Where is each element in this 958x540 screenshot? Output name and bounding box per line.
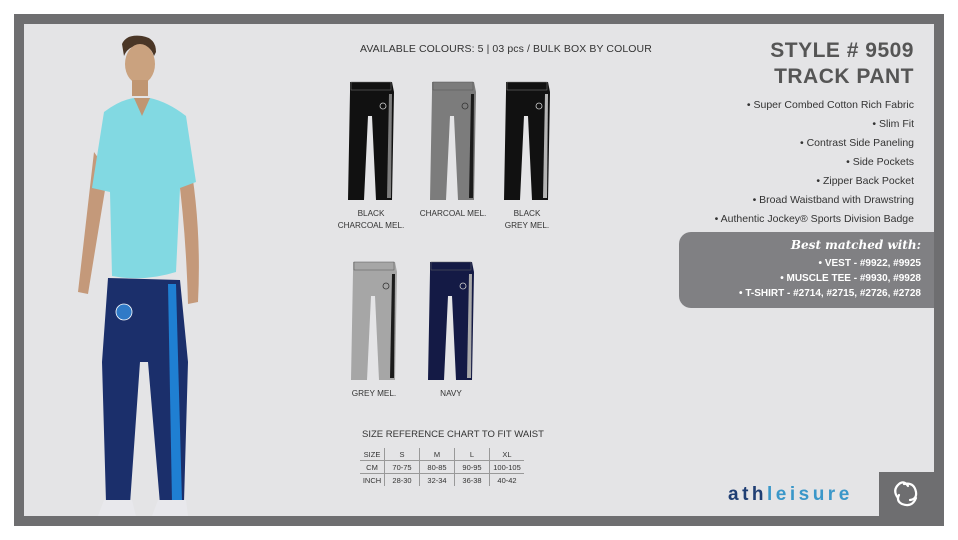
swatch-label: NAVY	[440, 389, 462, 398]
table-header-row	[360, 448, 524, 461]
pant-black-grey-icon	[502, 80, 552, 202]
feature-item: • Broad Waistband with Drawstring	[715, 191, 914, 210]
feature-item: • Super Combed Cotton Rich Fabric	[715, 96, 914, 115]
table-cell: INCH	[360, 474, 385, 487]
pant-navy-icon	[426, 260, 476, 382]
brand-part-leisure: leisure	[767, 484, 853, 505]
table-cell: 40-42	[490, 474, 525, 487]
table-cell: 36-38	[455, 474, 490, 487]
table-row	[360, 461, 524, 474]
swatch-black-charcoal	[326, 80, 416, 232]
best-matched-list	[739, 256, 921, 301]
table-cell: SIZE	[360, 448, 385, 461]
pant-grey-icon	[349, 260, 399, 382]
brand-part-ath: ath	[728, 484, 767, 505]
feature-item: • Slim Fit	[715, 115, 914, 134]
table-cell: 32-34	[420, 474, 455, 487]
feature-item: • Side Pockets	[715, 153, 914, 172]
brand-logo	[879, 472, 934, 516]
table-cell: 100-105	[490, 461, 525, 474]
best-matched-item: • T-SHIRT - #2714, #2715, #2726, #2728	[739, 286, 921, 301]
swirl-logo-icon	[879, 472, 934, 516]
swatch-navy	[406, 260, 496, 400]
pant-black-charcoal-icon	[346, 80, 396, 202]
product-name: TRACK PANT	[774, 65, 914, 88]
size-chart-table	[360, 448, 524, 486]
best-matched-item: • MUSCLE TEE - #9930, #9928	[739, 271, 921, 286]
feature-list	[715, 96, 914, 229]
swatch-black-grey	[482, 80, 572, 232]
product-sheet	[24, 24, 934, 516]
feature-item: • Zipper Back Pocket	[715, 172, 914, 191]
style-number: STYLE # 9509	[770, 39, 914, 62]
best-matched-title: Best matched with:	[790, 238, 921, 252]
pant-charcoal-icon	[428, 80, 478, 202]
swatch-label: BLACK CHARCOAL MEL.	[337, 209, 405, 230]
table-cell: CM	[360, 461, 385, 474]
swatch-label: CHARCOAL MEL.	[419, 209, 487, 218]
style-title	[770, 38, 914, 90]
table-cell: 70-75	[385, 461, 420, 474]
model-photo	[64, 32, 214, 516]
table-cell: L	[455, 448, 490, 461]
table-cell: 80-85	[420, 461, 455, 474]
table-cell: S	[385, 448, 420, 461]
table-cell: 90-95	[455, 461, 490, 474]
colours-header: AVAILABLE COLOURS: 5 | 03 pcs / BULK BOX BY COLOUR	[360, 43, 652, 55]
swatch-label: GREY MEL.	[351, 389, 397, 398]
table-cell: 28-30	[385, 474, 420, 487]
feature-item: • Authentic Jockey® Sports Division Badge	[715, 210, 914, 229]
brand-wordmark	[728, 484, 853, 506]
table-row	[360, 474, 524, 487]
table-cell: M	[420, 448, 455, 461]
feature-item: • Contrast Side Paneling	[715, 134, 914, 153]
table-cell: XL	[490, 448, 525, 461]
best-matched-box	[679, 232, 934, 308]
size-chart-title: SIZE REFERENCE CHART TO FIT WAIST	[362, 429, 544, 440]
swatch-label: BLACK GREY MEL.	[504, 209, 550, 230]
best-matched-item: • VEST - #9922, #9925	[739, 256, 921, 271]
